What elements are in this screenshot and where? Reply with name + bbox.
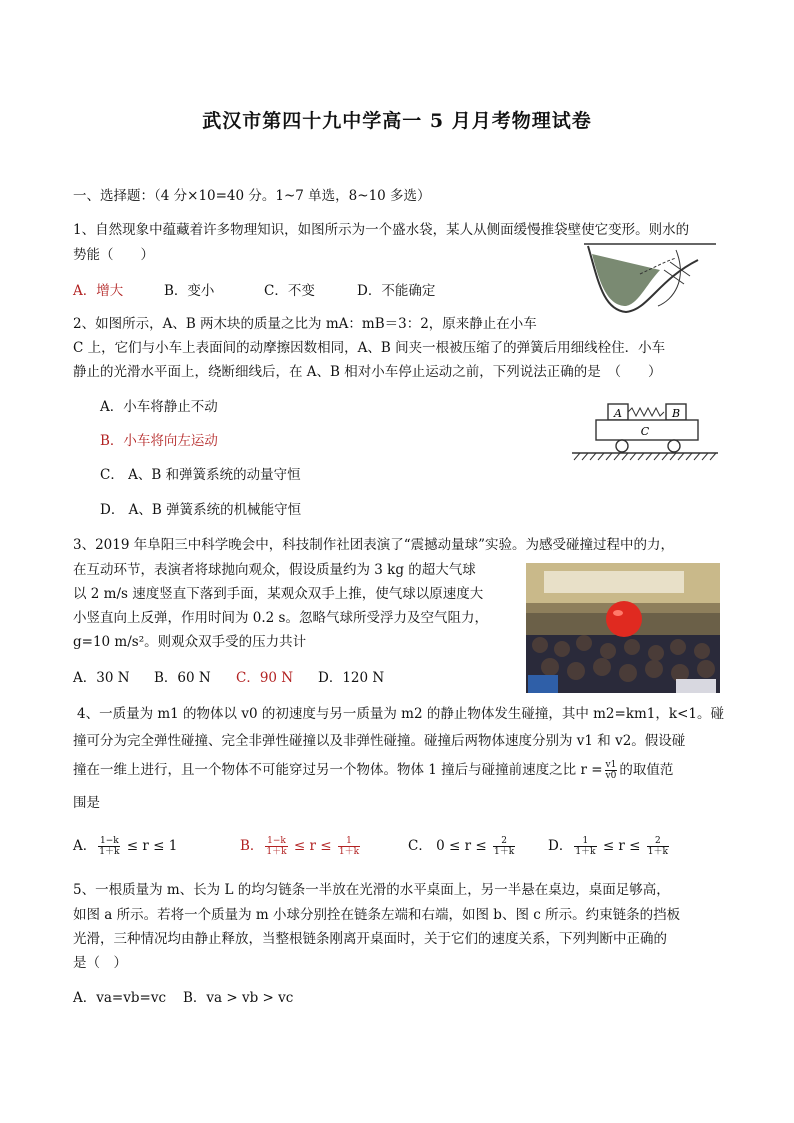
q3-stem-line4: 小竖直向上反弹，作用时间为 0.2 s。忽略气球所受浮力及空气阻力， — [73, 610, 488, 626]
q1-stem-line1: 1、自然现象中蕴藏着许多物理知识，如图所示为一个盛水袋，某人从侧面缓慢推袋壁使它变形。则水的 — [73, 222, 690, 238]
q1-option-a[interactable]: A．增大 — [73, 283, 124, 299]
ratio-denominator: v0 — [605, 771, 617, 781]
q4-stem-line1: 4、一质量为 m1 的物体以 v0 的初速度与另一质量为 m2 的静止物体发生碰撞，其中 m2=km1，k<1。碰 — [77, 706, 724, 722]
q4-option-d-frac2 — [647, 836, 669, 857]
q4a-num: 1−k — [99, 836, 119, 846]
q4-stem-line3-a: 撞在一维上进行，且一个物体不可能穿过另一个物体。物体 1 撞后与碰撞前速度之比 r = — [73, 762, 603, 778]
q4c-den: 1＋k — [494, 847, 515, 857]
q4-stem-line3-b: 的取值范 — [619, 762, 674, 778]
q4c-lower: 0 — [436, 838, 445, 854]
q3-option-d[interactable]: D．120 N — [318, 670, 385, 686]
q4-stem-line4: 围是 — [73, 795, 100, 811]
ratio-fraction — [605, 760, 618, 781]
q4a-den: 1＋k — [99, 847, 120, 857]
q1-option-d[interactable]: D．不能确定 — [357, 283, 436, 299]
q1-option-b[interactable]: B．变小 — [164, 283, 215, 299]
q4b-den2: 1＋k — [338, 847, 360, 857]
q4-option-c[interactable] — [408, 836, 517, 857]
q2-option-a[interactable]: A．小车将静止不动 — [100, 399, 218, 415]
page-title: 武汉市第四十九中学高一 5 月月考物理试卷 — [202, 110, 592, 132]
q2-option-d[interactable]: D． A、B 弹簧系统的机械能守恒 — [100, 502, 302, 518]
q4-option-a-label: A． — [73, 838, 97, 854]
q5-option-b[interactable]: B．va > vb > vc — [183, 990, 294, 1006]
q4-stem-line3 — [73, 760, 673, 781]
q4-option-b-frac1 — [265, 836, 287, 857]
cart-c-label: C — [640, 425, 650, 438]
q4-stem-line2: 撞可分为完全弹性碰撞、完全非弹性碰撞以及非弹性碰撞。碰撞后两物体速度分别为 v1 和 v2。假设碰 — [73, 733, 686, 749]
q4-option-a[interactable] — [73, 836, 177, 857]
q1-stem-line2: 势能（ ） — [73, 247, 154, 263]
q4b-num2: 1 — [338, 836, 360, 847]
q5-stem-line1: 5、一根质量为 m、长为 L 的均匀链条一半放在光滑的水平桌面上，另一半悬在桌边，桌面足够高， — [73, 882, 670, 898]
water-bag-figure — [578, 240, 724, 316]
q5-stem-line4: 是（ ） — [73, 955, 127, 971]
q4b-num1: 1−k — [267, 836, 286, 846]
block-b-label: B — [671, 407, 681, 420]
q4b-rel: ≤ r ≤ — [293, 838, 332, 854]
audience-balloon-photo — [526, 563, 720, 693]
q4c-num: 2 — [493, 836, 515, 847]
q4d-num2: 2 — [647, 836, 669, 847]
q3-stem-line1: 3、2019 年阜阳三中科学晚会中，科技制作社团表演了“震撼动量球”实验。为感受碰撞过程中的力， — [73, 537, 675, 553]
q5-option-a[interactable]: A．va=vb=vc — [73, 990, 167, 1006]
q2-stem-line2: C 上，它们与小车上表面间的动摩擦因数相同，A、B 间夹一根被压缩了的弹簧后用细线栓住．小车 — [73, 340, 666, 356]
q3-option-a[interactable]: A．30 N — [73, 670, 130, 686]
q2-stem-line1: 2、如图所示，A、B 两木块的质量之比为 mA：mB＝3：2，原来静止在小车 — [73, 316, 537, 332]
q4-option-b-frac2 — [338, 836, 360, 857]
q1-option-c[interactable]: C．不变 — [264, 283, 315, 299]
q4d-num1: 1 — [574, 836, 596, 847]
q4d-rel: ≤ r ≤ — [602, 838, 641, 854]
q3-option-c[interactable]: C．90 N — [236, 670, 294, 686]
section-heading: 一、选择题：（4 分×10=40 分。1~7 单选，8~10 多选） — [73, 188, 431, 204]
cart-spring-figure — [570, 398, 720, 466]
q2-option-c[interactable]: C． A、B 和弹簧系统的动量守恒 — [100, 467, 301, 483]
q4a-rel: ≤ r ≤ — [126, 838, 165, 854]
q4c-rel: ≤ r ≤ — [449, 838, 487, 854]
block-a-label: A — [614, 407, 622, 420]
ratio-numerator: v1 — [605, 760, 617, 770]
q2-option-b[interactable]: B．小车将向左运动 — [100, 433, 218, 449]
q3-stem-line3: 以 2 m/s 速度竖直下落到手面，某观众双手上推，使气球以原速度大 — [73, 586, 484, 602]
q4-option-c-label: C． — [408, 838, 432, 854]
q4a-upper: 1 — [168, 838, 178, 854]
q4-option-b[interactable] — [240, 836, 362, 857]
q4-option-b-label: B． — [240, 838, 264, 854]
q4-option-d-frac1 — [574, 836, 596, 857]
q4-option-d[interactable] — [548, 836, 671, 857]
q2-stem-line3: 静止的光滑水平面上，绕断细线后，在 A、B 相对小车停止运动之前，下列说法正确的是 （ ） — [73, 364, 662, 380]
q4-option-a-frac — [98, 836, 120, 857]
q4-option-d-label: D． — [548, 838, 573, 854]
q5-stem-line2: 如图 a 所示。若将一个质量为 m 小球分别拴在链条左端和右端，如图 b、图 c 所示。约束链条的挡板 — [73, 907, 681, 923]
q5-stem-line3: 光滑，三种情况均由静止释放，当整根链条刚离开桌面时，关于它们的速度关系，下列判断中正确的 — [73, 931, 667, 947]
q3-option-b[interactable]: B．60 N — [154, 670, 211, 686]
q4d-den2: 1＋k — [647, 847, 668, 857]
q3-stem-line5: g=10 m/s²。则观众双手受的压力共计 — [73, 634, 307, 650]
q4-option-c-frac — [493, 836, 515, 857]
q4b-den1: 1＋k — [266, 847, 287, 857]
q4d-den1: 1＋k — [575, 847, 596, 857]
q3-stem-line2: 在互动环节，表演者将球抛向观众，假设质量约为 3 kg 的超大气球 — [73, 562, 476, 578]
